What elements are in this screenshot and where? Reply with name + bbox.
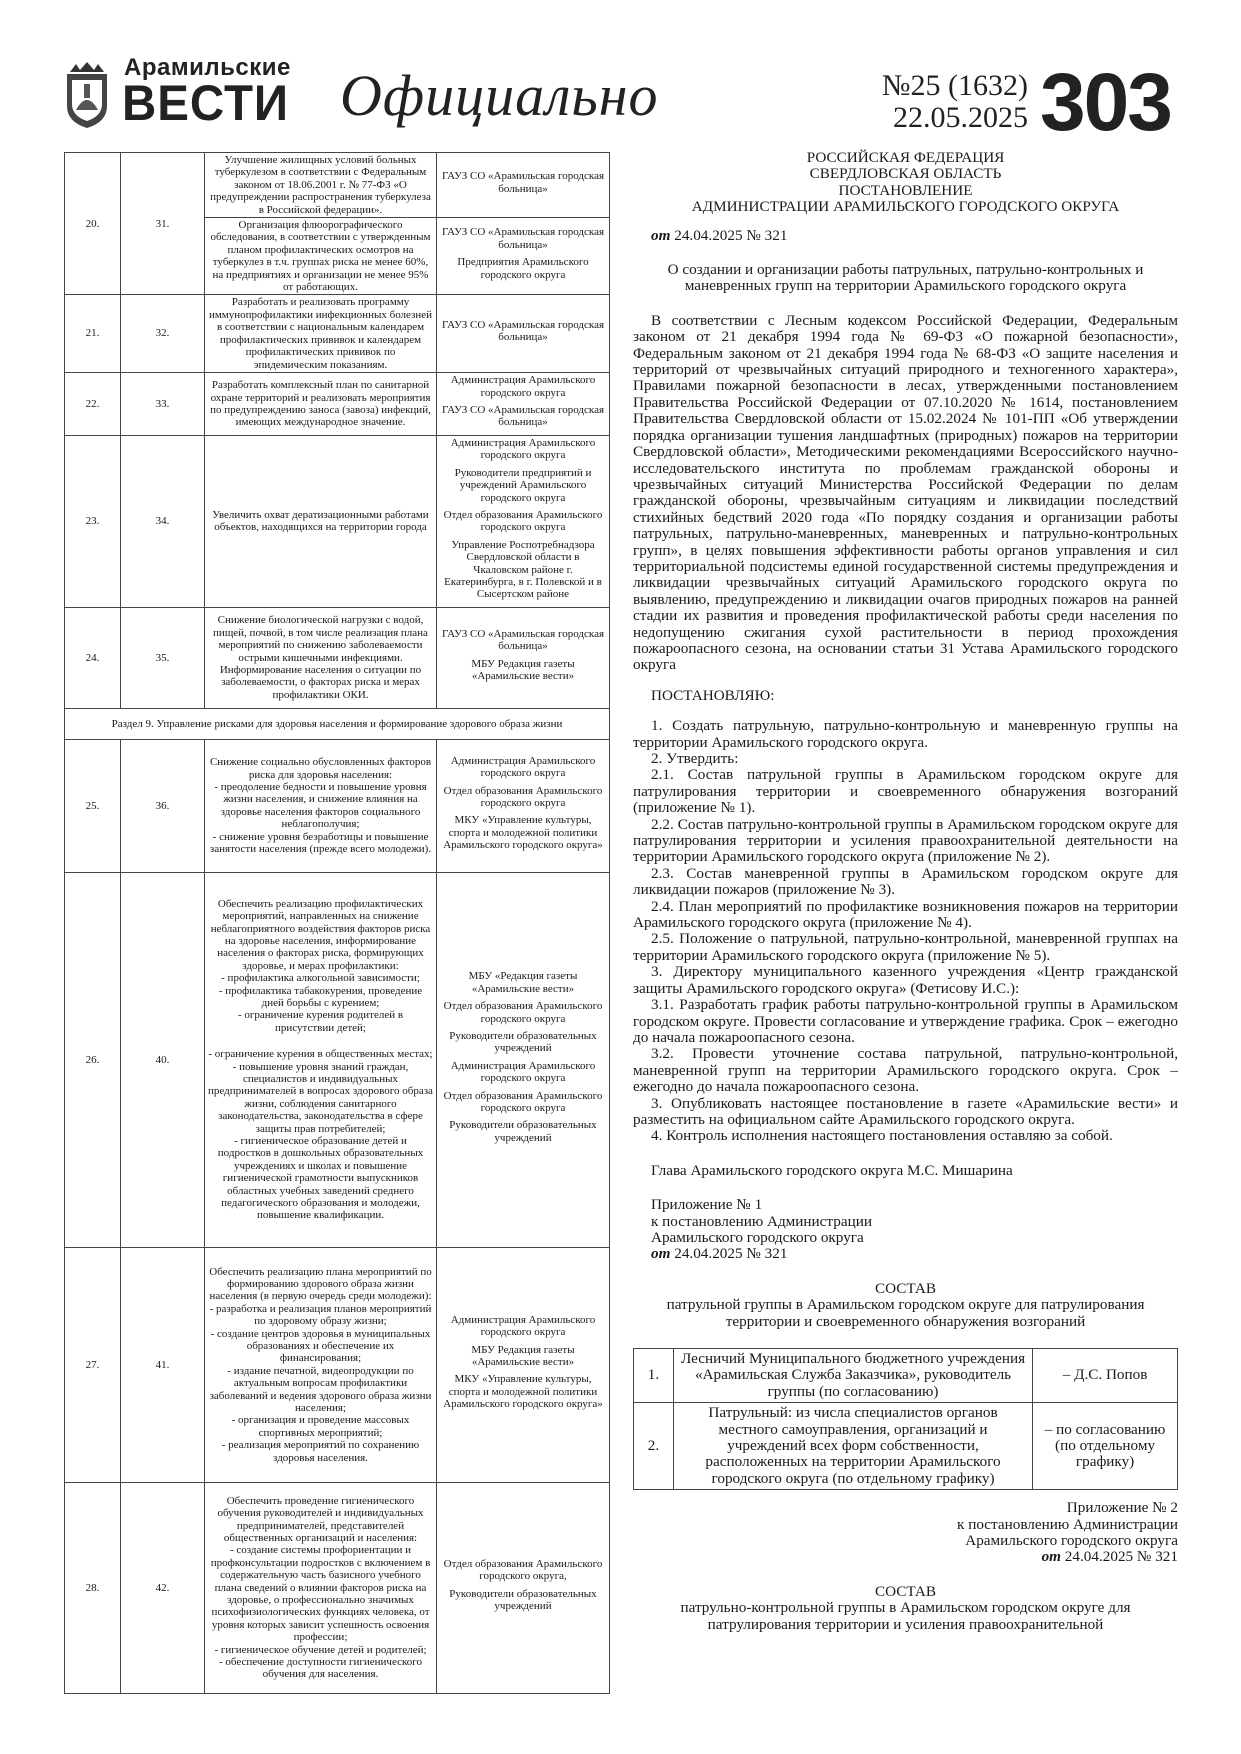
appendix-date	[651, 1246, 1178, 1262]
desc-line: - создание системы профориентации и профконсультации подростков с включением в содержательную часть базисного учебного плана сведений о влиянии факторов риска на здоровье, о профессионально значимых психофизиологических функциях человека, от уровня которых зависит успешность освоения профессии;	[210, 1544, 431, 1644]
composition-2-heading	[633, 1584, 1178, 1633]
decree-heading	[633, 150, 1178, 216]
item-number: 36.	[121, 739, 205, 872]
executor-cell	[437, 435, 610, 607]
row-number: 21.	[65, 295, 121, 372]
desc-line: - профилактика алкогольной зависимости;	[221, 972, 420, 985]
member-role: Лесничий Муниципального бюджетного учреждения «Арамильская Служба Заказчика», руководитель группы (по согласованию)	[673, 1349, 1032, 1403]
date-prefix: от	[1041, 1548, 1061, 1566]
desc-line: - создание центров здоровья в муниципальных образованиях и обеспечение их финансирования;	[210, 1327, 431, 1365]
composition-1-heading	[633, 1281, 1178, 1330]
executor: Руководители образовательных учреждений	[449, 1119, 597, 1144]
executor: Отдел образования Арамильского городского округа	[443, 1089, 603, 1114]
desc-line: - преодоление бедности и повышение уровня жизни населения, и снижение влияния на здоровье населения факторов социального неблагополучия;	[214, 780, 427, 831]
item-number: 31.	[121, 153, 205, 295]
desc-line: - гигиеническое образование детей и подростков в дошкольных образовательных учреждениях и школах и повышение гигиенической грамотности выпускников областных учебных заведений среднего педагогического образования и молодежи, повышение квалификации.	[217, 1135, 424, 1222]
desc-line: Разработать комплексный план по санитарной охране территорий и реализовать мероприятия по предупреждению заноса (завоза) инфекций, имеющих международное значение.	[210, 379, 431, 429]
decree-point: 4. Контроль исполнения настоящего постановления оставляю за собой.	[651, 1127, 1113, 1145]
desc-line: - снижение уровня безработицы и повышение занятости населения (прежде всего молодежи).	[209, 830, 432, 855]
row-number: 23.	[65, 435, 121, 607]
heading-line: СВЕРДЛОВСКАЯ ОБЛАСТЬ	[809, 165, 1002, 183]
executor: МКУ «Управление культуры, спорта и молодежной политики Арамильского городского округа»	[443, 1373, 603, 1411]
composition-subtitle: патрульно-контрольной группы в Арамильском городском округе для патрулирования территории и усиления правоохранительной	[680, 1599, 1131, 1633]
heading-line: ПОСТАНОВЛЕНИЕ	[838, 181, 973, 199]
appendix-line: Приложение № 2	[1066, 1499, 1178, 1517]
decree-point: 2. Утвердить:	[651, 750, 739, 767]
decree-point: 3. Директору муниципального казенного учреждения «Центр гражданской защиты Арамильского городского округа» (Фетисову И.С.):	[633, 963, 1178, 997]
measure-description	[205, 607, 437, 708]
executor: ГАУЗ СО «Арамильская городская больница»	[441, 170, 605, 195]
executor-cell	[437, 153, 610, 218]
executor: Отдел образования Арамильского городского округа	[443, 508, 603, 534]
table-row	[65, 872, 610, 1247]
executor-cell	[437, 295, 610, 372]
executor: Управление Роспотребнадзора Свердловской области в Чкаловском районе г. Екатеринбурга, в г. Полевской и в Сысертском районе	[444, 538, 602, 601]
appendix-1-header	[651, 1197, 1178, 1263]
measure-description	[205, 739, 437, 872]
row-number: 26.	[65, 872, 121, 1247]
decree-date	[651, 228, 1178, 244]
member-number: 2.	[634, 1403, 674, 1490]
issue-number: №25 (1632)	[881, 69, 1028, 102]
decree-point: 3.1. Разработать график работы патрульно-контрольной группы в Арамильском городском округе. Провести согласование и утверждение графика. Срок – ежегодно до начала пожароопасного сезона.	[633, 996, 1178, 1046]
appendix-date	[633, 1549, 1178, 1565]
executor: Отдел образования Арамильского городского округа	[443, 784, 603, 810]
executor-cell	[437, 872, 610, 1247]
member-name: – Д.С. Попов	[1033, 1349, 1178, 1403]
row-number: 22.	[65, 372, 121, 435]
member-role: Патрульный: из числа специалистов органов местного самоуправления, организаций и учреждений всех форм собственности, расположенных на территории Арамильского городского округа (по отдельному графику)	[673, 1403, 1032, 1490]
desc-line: - реализация мероприятий по сохранению здоровья населения.	[221, 1439, 420, 1464]
executor-cell	[437, 607, 610, 708]
composition-title: СОСТАВ	[874, 1279, 937, 1297]
executor: ГАУЗ СО «Арамильская городская больница»	[441, 403, 605, 429]
composition-subtitle: патрульной группы в Арамильском городском округе для патрулирования территории и своевременного обнаружения возгораний	[666, 1296, 1145, 1330]
executor: Руководители предприятий и учреждений Арамильского городского округа	[454, 466, 592, 504]
desc-line: Обеспечить реализацию плана мероприятий по формированию здорового образа жизни населения (в первую очередь среди молодежи):	[209, 1265, 432, 1303]
date-prefix: от	[651, 226, 671, 244]
desc-line: - разработка и реализация планов мероприятий по здоровому образу жизни;	[209, 1302, 432, 1328]
appendix-line: Арамильского городского округа	[965, 1532, 1178, 1550]
row-number: 28.	[65, 1482, 121, 1693]
decree-point: 2.3. Состав маневренной группы в Арамильском городском округе для ликвидации пожаров (приложение № 3).	[633, 864, 1178, 899]
executor: Отдел образования Арамильского городского округа,	[443, 1557, 603, 1583]
table-row	[65, 1247, 610, 1482]
desc-line: Обеспечить реализацию профилактических мероприятий, направленных на снижение неблагоприятного воздействия факторов риска на здоровье населения, информирование населения о факторах риска, формирующих здоровье, и мерах профилактики:	[210, 897, 431, 972]
decree-point: 3. Опубликовать настоящее постановление в газете «Арамильские вести» и разместить на официальном сайте Арамильского городского округа.	[633, 1094, 1178, 1128]
decree-title: О создании и организации работы патрульных, патрульно-контрольных и маневренных групп на территории Арамильского городского округа	[667, 261, 1144, 295]
desc-line: Обеспечить проведение гигиенического обучения руководителей и индивидуальных предпринимателей, представителей общественных организаций и населения:	[217, 1494, 424, 1544]
executor: ГАУЗ СО «Арамильская городская больница»	[441, 318, 605, 344]
decree-point: 2.1. Состав патрульной группы в Арамильском городском округе для патрулирования территории и своевременного обнаружения возгораний (приложение № 1).	[633, 766, 1178, 817]
decree-point: 3.2. Провести уточнение состава патрульной, патрульно-контрольной, маневренной групп на территории Арамильского городского округа. Срок – ежегодно до начала пожароопасного сезона.	[633, 1045, 1178, 1096]
measure-description	[205, 435, 437, 607]
date-value: 24.04.2025 № 321	[1064, 1548, 1178, 1566]
heading-line: АДМИНИСТРАЦИИ АРАМИЛЬСКОГО ГОРОДСКОГО ОКРУГА	[691, 198, 1120, 216]
table-row	[65, 607, 610, 708]
desc-line: - обеспечение доступности гигиенического обучения для населения.	[218, 1656, 423, 1681]
item-number: 35.	[121, 607, 205, 708]
preamble: В соответствии с Лесным кодексом Российской Федерации, Федеральным законом от 21 декабря 1994 года № 69-ФЗ «О пожарной безопасности», Федеральным законом от 21 декабря 1994 года № 68-ФЗ «О защите населения и территорий от чрезвычайных ситуаций природного и техногенного характера», Правилами пожарной безопасности в лесах, утвержденными постановлением Правительства Российской Федерации от 07.10.2020 № 1614, постановлением Правительства Свердловской области от 15.02.2024 № 101-ПП «Об утверждении порядка организации тушения ландшафтных (природных) пожаров на территории Свердловской области», Методическими рекомендациями Всероссийского научно-исследовательского института по проблемам гражданской обороны и чрезвычайных ситуаций Министерства Российской Федерации по делам гражданской обороны, чрезвычайным ситуациям и ликвидации последствий стихийных бедствий 2020 года «По порядку создания и организации работы патрульных, патрульно-маневренных, маневренных и патрульно-контрольных групп», в целях повышения эффективности работы органов управления и сил территориальной подсистемы единой государственной системы предупреждения и ликвидации чрезвычайных ситуаций Арамильского городского округа по выявлению, предупреждению и ликвидации очагов природных пожаров на ранней стадии их развития и проведения профилактической работы среди населения по недопущению сжигания сухой растительности в период прохождения пожароопасного сезона, на основании статьи 31 Устава Арамильского городского округа	[633, 311, 1178, 674]
measure-description: Организация флюорографического обследования, в соответствии с утвержденным планом профилактических осмотров на туберкулез в т.ч. группах риска не менее 60%, на предприятиях и организации не менее 95% от работающих.	[205, 218, 437, 295]
issue-info	[870, 70, 1028, 134]
item-number: 33.	[121, 372, 205, 435]
table-row	[65, 739, 610, 872]
executor-cell	[437, 372, 610, 435]
executor: ГАУЗ СО «Арамильская городская больница»	[441, 627, 605, 653]
measure-description	[205, 295, 437, 372]
executor: ГАУЗ СО «Арамильская городская больница»	[441, 226, 605, 251]
measure-description: Улучшение жилищных условий больных туберкулезом в соответствии с Федеральным законом от 18.06.2001 г. № 77-ФЗ «О предупреждении распространения туберкулеза в Российской федерации».	[205, 153, 437, 218]
executor: МБУ Редакция газеты «Арамильские вести»	[471, 1343, 575, 1369]
desc-line: Разработать и реализовать программу иммунопрофилактики инфекционных болезней в соответствии с национальным календарем профилактических прививок и календарем профилактических прививок по эпидемическим показаниям.	[208, 296, 433, 371]
member-name: – по согласованию (по отдельному графику)	[1033, 1403, 1178, 1490]
table-row	[65, 1482, 610, 1693]
measure-description	[205, 1482, 437, 1693]
table-row	[65, 295, 610, 372]
section-title: Официально	[340, 63, 659, 128]
executor: МБУ «Редакция газеты «Арамильские вести»	[468, 970, 578, 995]
measure-description	[205, 1247, 437, 1482]
executor: Администрация Арамильского городского округа	[450, 1059, 596, 1085]
measure-description	[205, 872, 437, 1247]
signature: Глава Арамильского городского округа М.С. Мишарина	[651, 1161, 1013, 1179]
appendix-line: к постановлению Администрации	[957, 1515, 1178, 1533]
heading-line: РОССИЙСКАЯ ФЕДЕРАЦИЯ	[806, 149, 1005, 166]
executor-cell	[437, 739, 610, 872]
executor-cell	[437, 1247, 610, 1482]
appendix-line: Приложение № 1	[651, 1196, 763, 1214]
appendix-line: Арамильского городского округа	[651, 1228, 864, 1246]
item-number: 34.	[121, 435, 205, 607]
date-prefix: от	[651, 1245, 671, 1263]
row-number: 24.	[65, 607, 121, 708]
executor: Руководители образовательных учреждений	[449, 1587, 597, 1613]
decree-point: 2.4. План мероприятий по профилактике возникновения пожаров на территории Арамильского городского округа (приложение № 4).	[633, 897, 1178, 932]
desc-line: - профилактика табакокурения, проведение дней борьбы с курением;	[218, 984, 423, 1009]
row-number: 27.	[65, 1247, 121, 1482]
executor: Администрация Арамильского городского округа	[450, 754, 596, 780]
desc-line: - организация и проведение массовых спортивных мероприятий;	[231, 1414, 410, 1439]
section-row	[65, 708, 610, 739]
logo-bottom-text: ВЕСТИ	[122, 75, 290, 131]
desc-line: Снижение социально обусловленных факторов риска для здоровья населения:	[209, 756, 432, 781]
date-value: 24.04.2025 № 321	[674, 1245, 788, 1263]
desc-line: Увеличить охват дератизационными работами объектов, находящихся на территории города	[212, 508, 429, 534]
table-row	[65, 435, 610, 607]
executor: МКУ «Управление культуры, спорта и молодежной политики Арамильского городского округа»	[443, 814, 603, 852]
page-number: 303	[1040, 57, 1171, 148]
logo-top-text: Арамильские	[124, 54, 291, 81]
decree-point: 2.2. Состав патрульно-контрольной группы в Арамильском городском округе для патрулирования территории и усиления правоохранительной деятельности на территории Арамильского городского округа (приложение № 2).	[633, 815, 1178, 866]
table-row	[634, 1349, 1178, 1403]
executor: Руководители образовательных учреждений	[449, 1029, 597, 1055]
section-heading: Раздел 9. Управление рисками для здоровья населения и формирование здорового образа жизни	[65, 708, 610, 739]
desc-line: - ограничение курения в общественных местах;	[208, 1048, 433, 1061]
executor-cell	[437, 218, 610, 295]
desc-line: - гигиеническое обучение детей и родителей;	[214, 1643, 427, 1656]
resolve-word: ПОСТАНОВЛЯЮ:	[651, 686, 775, 704]
composition-title: СОСТАВ	[874, 1582, 937, 1600]
executor: Администрация Арамильского городского округа	[450, 1313, 596, 1339]
executor: Отдел образования Арамильского городского округа	[443, 1000, 603, 1025]
decree-point: 2.5. Положение о патрульной, патрульно-контрольной, маневренной группах на территории Арамильского городского округа (приложение № 5).	[633, 930, 1178, 964]
decree-column	[633, 150, 1178, 1633]
member-number: 1.	[634, 1349, 674, 1403]
appendix-line: к постановлению Администрации	[651, 1212, 872, 1230]
issue-date: 22.05.2025	[893, 101, 1028, 134]
desc-line: - издание печатной, видеопродукции по актуальным вопросам профилактики заболеваний и ведения здорового образа жизни населения;	[209, 1364, 432, 1414]
row-number: 20.	[65, 153, 121, 295]
executor: Администрация Арамильского городского округа	[450, 436, 596, 462]
measure-description	[205, 372, 437, 435]
desc-line: - ограничение курения родителей в присутствии детей;	[237, 1009, 404, 1034]
table-row	[65, 372, 610, 435]
table-row	[65, 153, 610, 218]
item-number: 40.	[121, 872, 205, 1247]
decree-point: 1. Создать патрульную, патрульно-контрольную и маневренную группы на территории Арамильского городского округа.	[633, 717, 1178, 751]
desc-line: - повышение уровня знаний граждан, специалистов и индивидуальных предпринимателей в вопросах здорового образа жизни, соблюдения санитарного законодательства, законодательства в сфере защиты прав потребителей;	[208, 1060, 433, 1135]
desc-line: Снижение биологической нагрузки с водой, пищей, почвой, в том числе реализация плана мероприятий по снижению заболеваемости острыми кишечными инфекциями. Информирование населения о ситуации по заболеваемости, о факторах риска и мерах профилактики ОКИ.	[213, 614, 428, 701]
executor: МБУ Редакция газеты «Арамильские вести»	[471, 657, 575, 683]
measures-table	[64, 152, 610, 1694]
executor: Администрация Арамильского городского округа	[450, 374, 596, 399]
row-number: 25.	[65, 739, 121, 872]
table-row	[634, 1403, 1178, 1490]
executor-cell	[437, 1482, 610, 1693]
item-number: 42.	[121, 1482, 205, 1693]
date-value: 24.04.2025 № 321	[674, 226, 788, 244]
composition-table	[633, 1348, 1178, 1490]
city-crest-icon	[62, 60, 112, 130]
executor: Предприятия Арамильского городского округа	[457, 256, 589, 281]
item-number: 41.	[121, 1247, 205, 1482]
item-number: 32.	[121, 295, 205, 372]
masthead	[0, 0, 1241, 150]
appendix-2-header	[633, 1500, 1178, 1566]
